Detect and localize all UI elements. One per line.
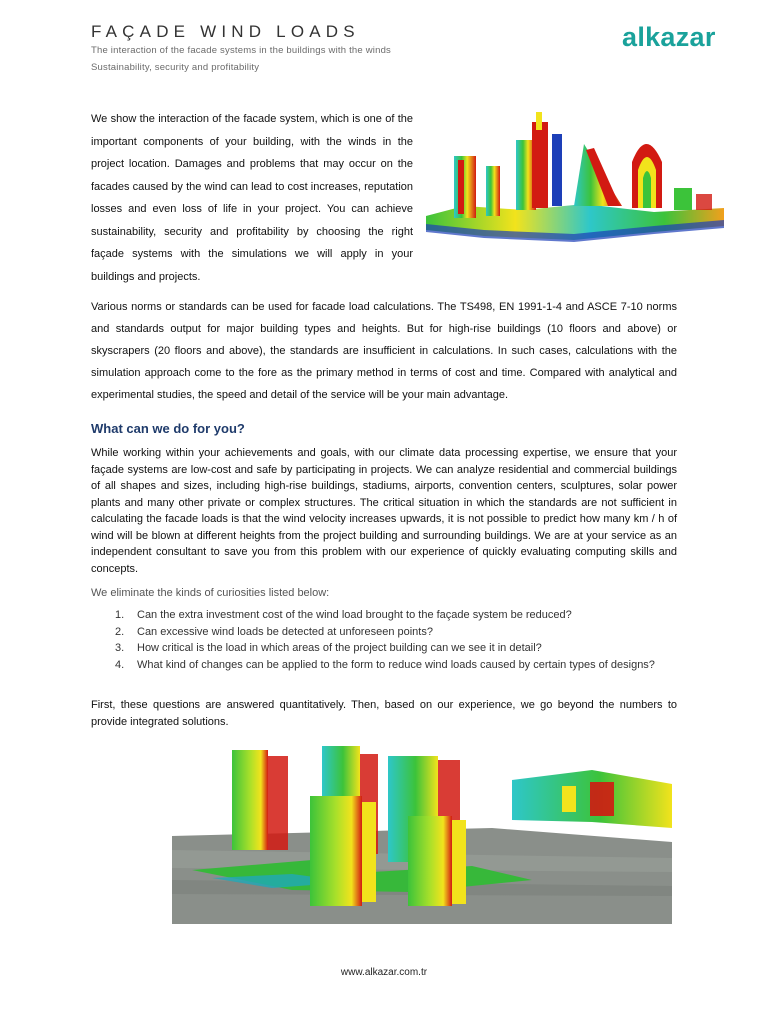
list-item: 4. What kind of changes can be applied to the form to reduce wind loads caused by certain types of designs? xyxy=(115,658,655,671)
curiosities-intro: We eliminate the kinds of curiosities listed below: xyxy=(91,587,330,599)
footer-website[interactable]: www.alkazar.com.tr xyxy=(340,967,428,978)
buildings-wind-simulation-image xyxy=(172,740,672,924)
document-subtitle: The interaction of the facade systems in the buildings with the winds xyxy=(91,45,392,56)
norms-paragraph: Various norms or standards can be used for facade load calculations. The TS498, EN 1991-1-4 and ASCE 7-10 norms and standards output for major building types and heights. But for high-rise buildings (10 floors and above) or skyscrapers (20 floors and above), the standards are insufficient in calculations. In such cases, calculations with the simulation approach come to the fore as the primary method in terms of cost and time. Compared with analytical and experimental studies, the speed and detail of the service will be your main advantage. xyxy=(91,301,677,401)
services-paragraph: While working within your achievements and goals, with our climate data processing expertise, we ensure that your façade systems are low-cost and safe by participating in projects. We can analyze residential and commercial buildings of all shapes and sizes, including high-rise buildings, stadiums, airports, convention centers, sculptures, solar power plants and many other private or complex structures. The critical situation in which the standards are not sufficient in calculating the facade loads is that the wind velocity increases upwards, it is not possible to predict how many km / h of wind will be blown at different heights from the project building and surrounding buildings. We are at your service as an independent consultant to save you from this problem with our experience of quickly evaluating computing skills and concepts. xyxy=(91,447,677,575)
closing-paragraph: First, these questions are answered quantitatively. Then, based on our experience, we go beyond the numbers to provide integrated solutions. xyxy=(91,699,677,728)
skyline-wind-simulation-image xyxy=(424,108,728,250)
section-heading: What can we do for you? xyxy=(91,421,245,436)
alkazar-logo: alkazar xyxy=(622,22,716,52)
document-title: FAÇADE WIND LOADS xyxy=(91,22,360,41)
list-item: 1. Can the extra investment cost of the wind load brought to the façade system be reduced? xyxy=(115,609,572,621)
list-item: 2. Can excessive wind loads be detected at unforeseen points? xyxy=(115,625,433,638)
intro-paragraph: We show the interaction of the facade system, which is one of the important components of your building, with the winds in the project location. Damages and problems that may occur on the facades caused by the wind can lead to cost increases, reputation losses and even loss of life in your project. You can achieve sustainability, security and profitability by choosing the right façade systems with the simulations we will apply in your buildings and projects. xyxy=(91,113,413,283)
list-item: 3. How critical is the load in which areas of the project building can we see it in detail? xyxy=(115,642,542,654)
document-tagline: Sustainability, security and profitability xyxy=(91,62,260,73)
questions-list xyxy=(91,607,677,673)
